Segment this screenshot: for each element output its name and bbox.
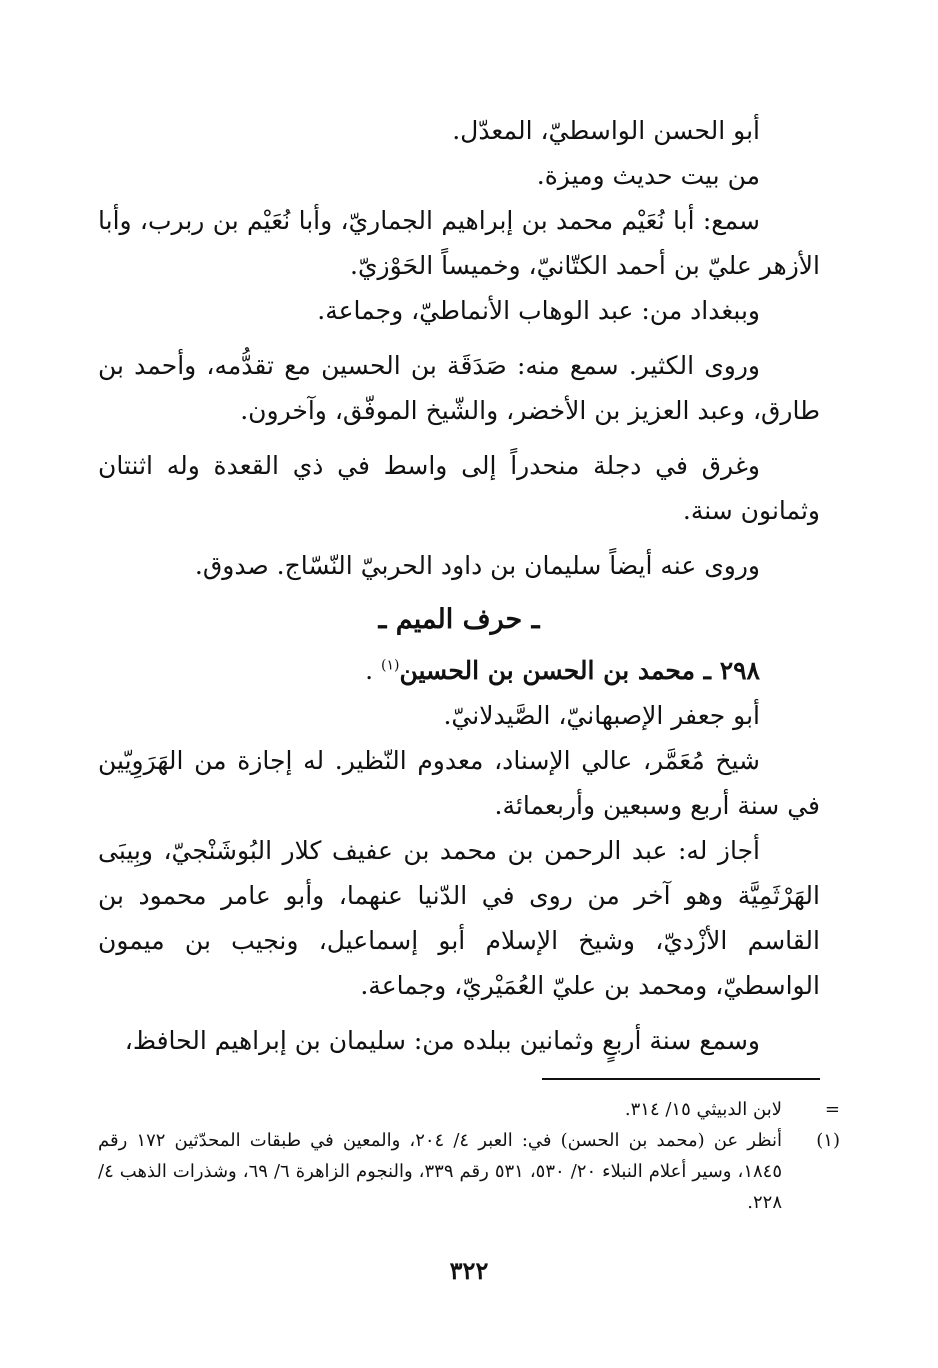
page-number: ٣٢٢: [449, 1256, 489, 1285]
footnote-divider: [542, 1078, 820, 1080]
entry-title: ٢٩٨ ـ محمد بن الحسن بن الحسين: [399, 656, 760, 685]
paragraph: شيخ مُعَمَّر، عالي الإسناد، معدوم النّظير. له إجازة من الهَرَوِيّين في سنة أربع وسبعين وأربعمائة.: [98, 746, 820, 820]
section-heading: ـ حرف الميم ـ: [378, 604, 540, 635]
footnote-item: [98, 1094, 840, 1125]
paragraph: سمع: أبا نُعَيْم محمد بن إبراهيم الجماريّ، وأبا نُعَيْم بن ربرب، وأبا الأزهر عليّ بن أحمد الكتّانيّ، وخميساً الحَوْزيّ.: [98, 206, 820, 280]
paragraph: من بيت حديث وميزة.: [536, 161, 760, 190]
footnotes: [98, 1094, 840, 1218]
footnote-reference[interactable]: (١): [380, 657, 400, 674]
paragraph: وروى عنه أيضاً سليمان بن داود الحربيّ النّسّاج. صدوق.: [194, 551, 760, 580]
paragraph: وغرق في دجلة منحدراً إلى واسط في ذي القعدة وله اثنتان وثمانون سنة.: [98, 451, 820, 525]
footnote-mark: (١): [816, 1130, 840, 1151]
paragraph: أبو الحسن الواسطيّ، المعدّل.: [452, 116, 760, 145]
footnote-text: لابن الدبيثي ١٥/ ٣١٤.: [624, 1099, 782, 1120]
paragraph: وببغداد من: عبد الوهاب الأنماطيّ، وجماعة.: [317, 296, 760, 325]
main-text: [98, 108, 820, 1063]
paragraph: وسمع سنة أربعٍ وثمانين ببلده من: سليمان بن إبراهيم الحافظ،: [124, 1026, 760, 1055]
paragraph: أجاز له: عبد الرحمن بن محمد بن عفيف كلار البُوشَنْجيّ، وبِيبَى الهَرْثَمِيَّة وهو آخر من روى في الدّنيا عنهما، وأبو عامر محمود بن القاسم الأزْديّ، وشيخ الإسلام أبو إسماعيل، ونجيب بن ميمون الواسطيّ، ومحمد بن عليّ العُمَيْريّ، وجماعة.: [98, 836, 820, 1000]
paragraph: وروى الكثير. سمع منه: صَدَقَة بن الحسين مع تقدُّمه، وأحمد بن طارق، وعبد العزيز بن الأخضر، والشّيخ الموفّق، وآخرون.: [98, 351, 820, 425]
entry-heading: ٢٩٨ ـ محمد بن الحسن بن الحسين$^{(١)}$ .: [365, 656, 760, 685]
footnote-item: [98, 1125, 840, 1218]
footnote-text: أنظر عن (محمد بن الحسن) في: العبر ٤/ ٢٠٤، والمعين في طبقات المحدّثين ١٧٢ رقم ١٨٤٥، وسير أعلام النبلاء ٢٠/ ٥٣٠، ٥٣١ رقم ٣٣٩، والنجوم الزاهرة ٦/ ٦٩، وشذرات الذهب ٤/ ٢٢٨.: [98, 1130, 782, 1213]
paragraph: أبو جعفر الإصبهانيّ، الصَّيدلانيّ.: [443, 701, 760, 730]
footnote-mark: =: [824, 1099, 840, 1120]
